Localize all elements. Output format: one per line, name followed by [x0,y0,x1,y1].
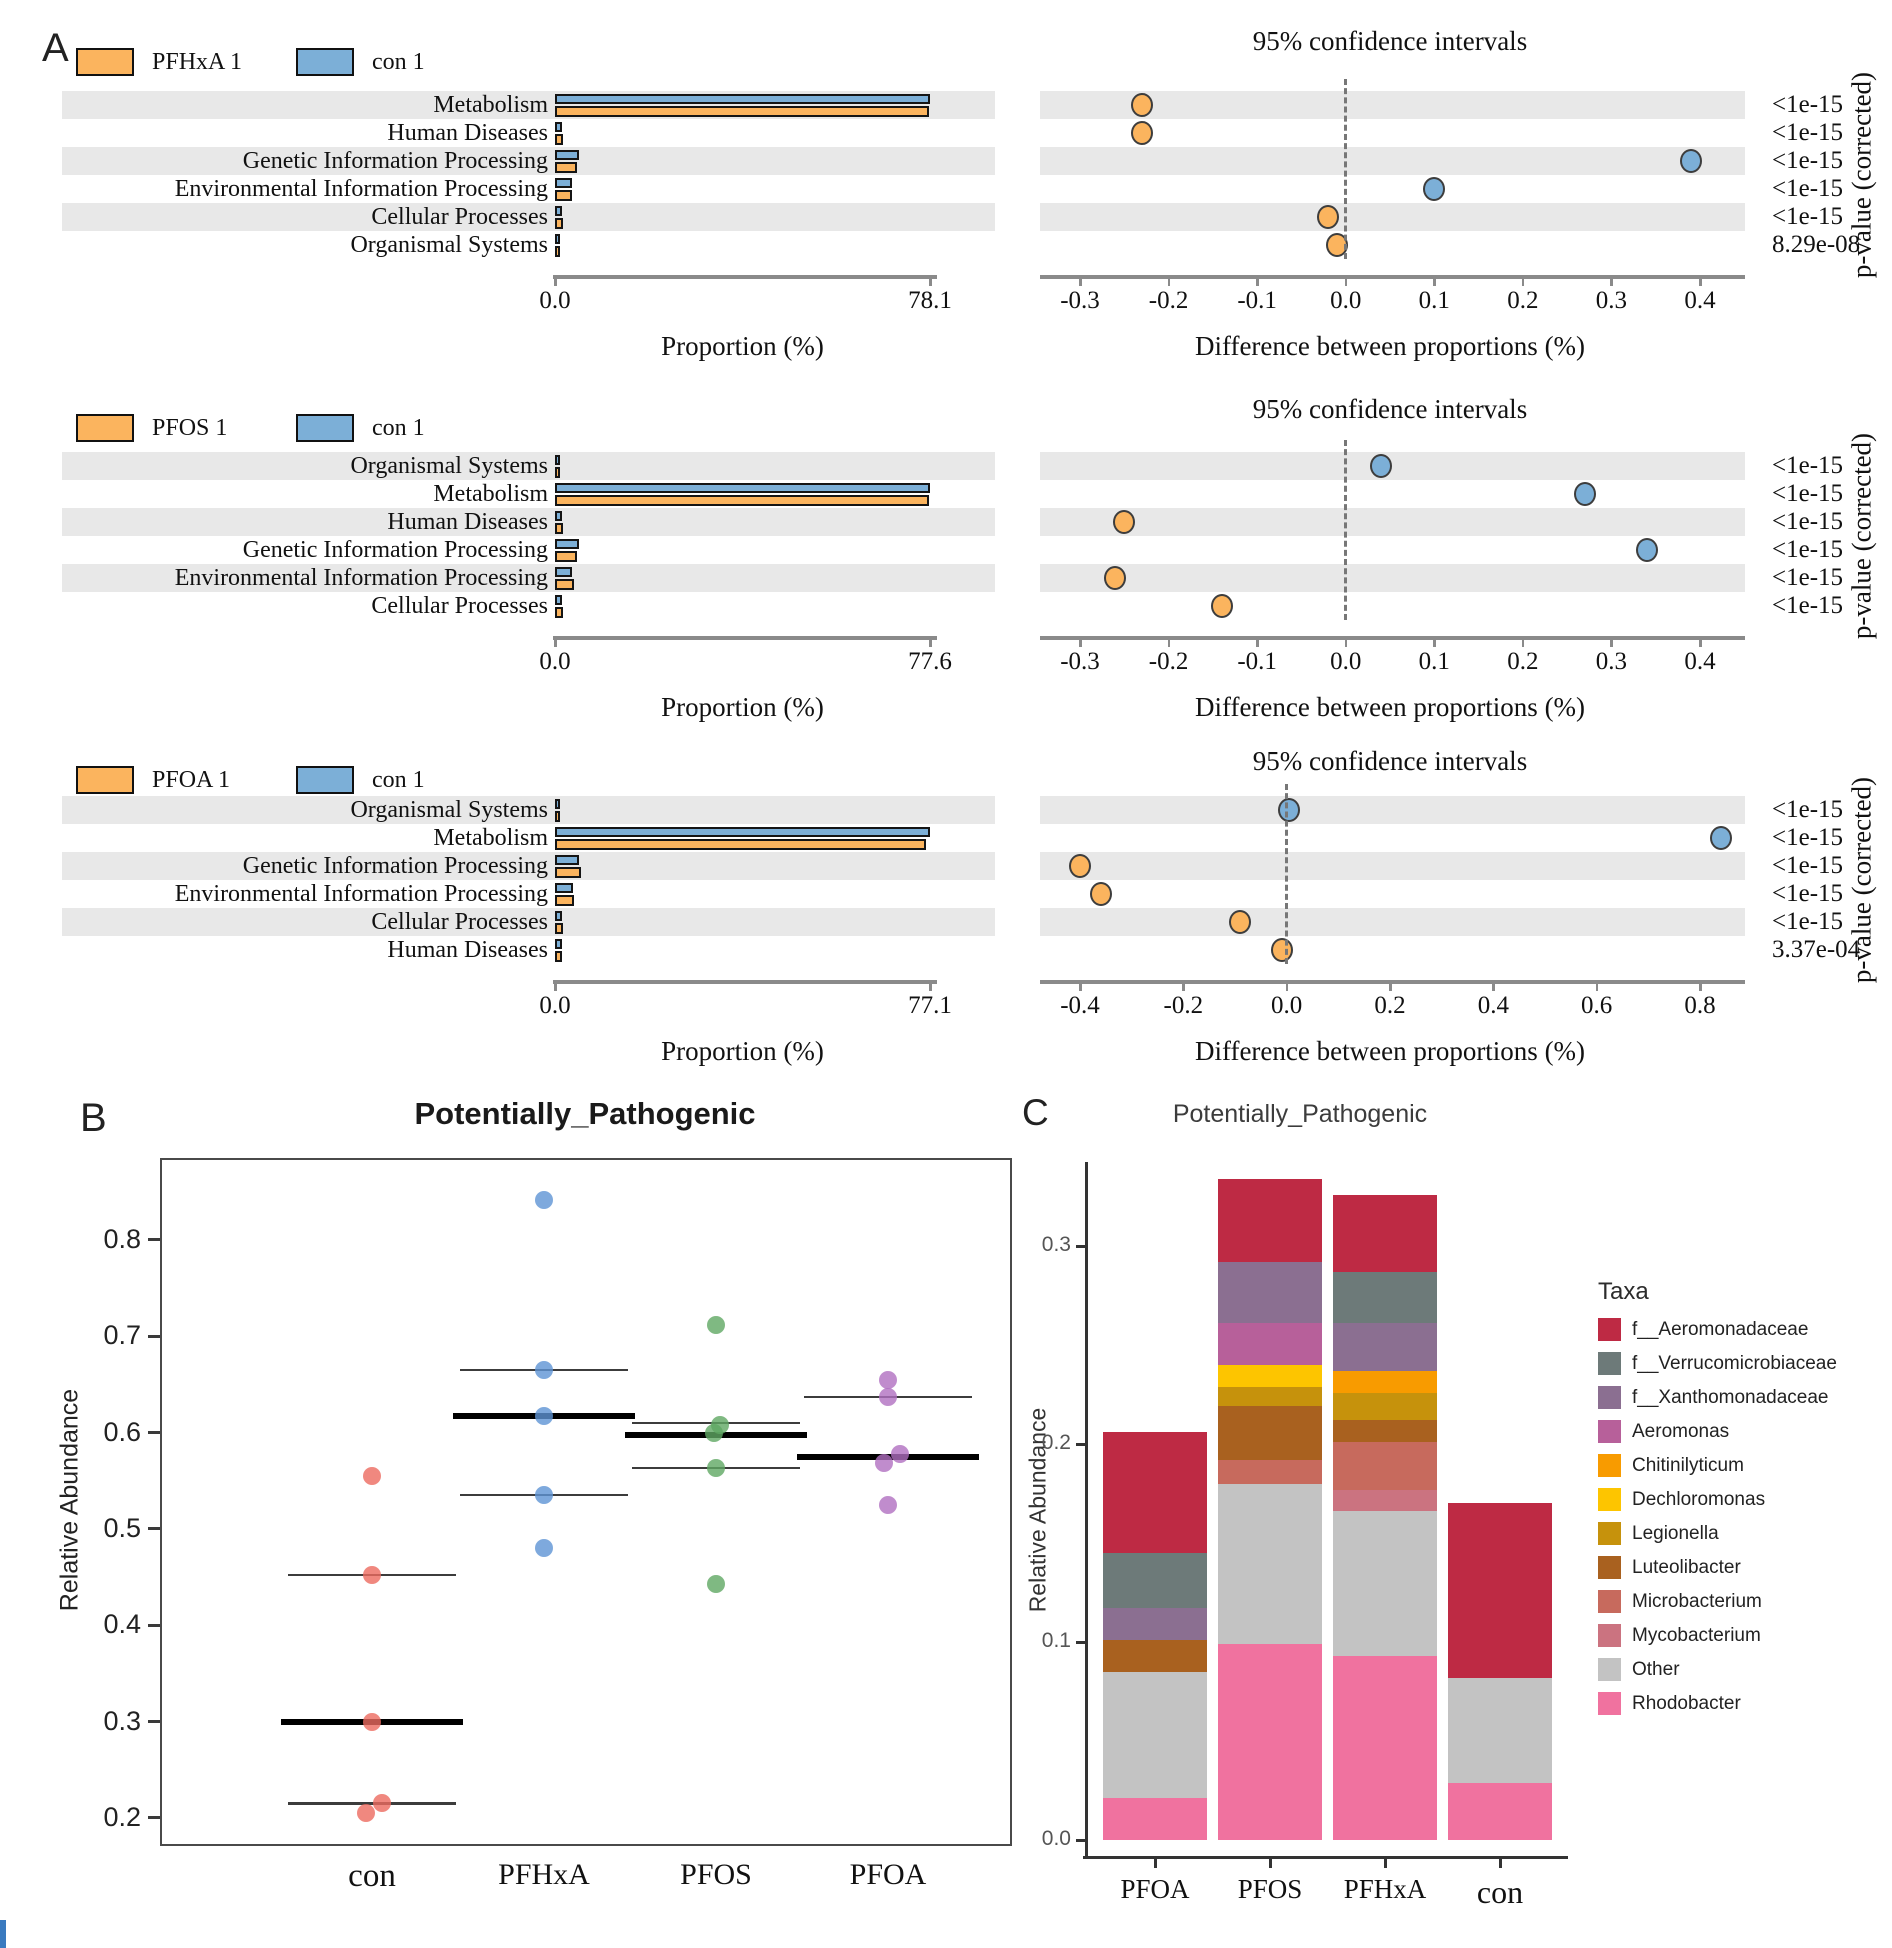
diff-tick-label: 0.1 [1418,648,1450,675]
p-value-label: 8.29e-08 [1772,231,1861,258]
proportion-axis-tick [929,639,932,647]
proportion-bar-treatment [555,579,574,590]
scatter-point [707,1316,725,1334]
legend-label-control: con 1 [372,49,425,75]
category-label: Metabolism [433,481,548,507]
proportion-tick-label: 77.1 [908,992,952,1019]
proportion-axis-title: Proportion (%) [661,692,824,722]
category-label: Metabolism [433,825,548,851]
y-axis-tick [148,1624,160,1627]
scatter-point [707,1575,725,1593]
diff-axis-tick [1433,639,1436,647]
diff-axis-tick [1699,983,1702,991]
p-value-label: <1e-15 [1772,880,1844,907]
taxa-legend-label: Aeromonas [1632,1421,1730,1442]
diff-tick-label: 0.2 [1374,992,1406,1019]
y-axis-tick [1076,1245,1085,1248]
proportion-bar-control [555,234,560,245]
stack-segment-Other [1333,1511,1437,1656]
diff-axis-title: Difference between proportions (%) [1194,1036,1586,1066]
category-label: Cellular Processes [371,204,548,230]
proportion-bar-treatment [555,218,563,229]
scatter-point [879,1388,897,1406]
diff-axis-tick [1389,983,1392,991]
taxa-legend-label: Luteolibacter [1632,1557,1741,1578]
zero-dashed-line [1344,79,1347,259]
legend-label-treatment: PFHxA 1 [152,49,243,75]
diff-axis-tick [1433,278,1436,286]
proportion-bar-control [555,178,572,189]
proportion-bar-treatment [555,106,929,117]
y-tick-label: 0.8 [103,1223,141,1254]
scatter-point [705,1424,723,1442]
proportion-bar-treatment [555,246,560,257]
diff-tick-label: -0.1 [1237,287,1277,314]
stack-segment-Luteolibacter [1333,1420,1437,1442]
taxa-legend-swatch-f__Verrucomicrobiaceae [1598,1352,1621,1375]
taxa-legend-swatch-Legionella [1598,1522,1621,1545]
diff-tick-label: 0.0 [1271,992,1303,1019]
p-value-label: <1e-15 [1772,119,1844,146]
taxa-legend-swatch-Luteolibacter [1598,1556,1621,1579]
proportion-bar-control [555,122,562,133]
proportion-bar-control [555,855,579,866]
proportion-axis-tick [929,278,932,286]
diff-ci-dot [1370,454,1392,478]
legend-swatch-control [296,414,354,442]
proportion-bar-treatment [555,467,560,478]
diff-axis-tick [1168,278,1171,286]
taxa-legend-label: f__Xanthomonadaceae [1632,1387,1829,1408]
diff-tick-label: 0.2 [1507,287,1539,314]
proportion-axis-line [553,275,937,279]
taxa-legend-swatch-Rhodobacter [1598,1692,1621,1715]
taxa-legend-swatch-Microbacterium [1598,1590,1621,1613]
proportion-tick-label: 0.0 [539,648,571,675]
diff-axis-tick [1610,639,1613,647]
p-value-label: <1e-15 [1772,908,1844,935]
legend-swatch-treatment [76,414,134,442]
proportion-bar-control [555,206,562,217]
diff-axis-line [1040,980,1745,984]
p-value-label: <1e-15 [1772,536,1844,563]
panel-b-label: B [80,1096,107,1140]
diff-tick-label: -0.2 [1163,992,1204,1019]
row-stripe [1040,508,1745,536]
stack-segment-Dechloromonas [1218,1365,1322,1387]
p-value-label: <1e-15 [1772,564,1844,591]
diff-ci-dot [1090,882,1112,906]
proportion-bar-treatment [555,551,577,562]
proportion-bar-control [555,827,930,838]
category-label: Environmental Information Processing [174,881,548,907]
legend-label-control: con 1 [372,767,425,793]
diff-ci-dot [1229,910,1251,934]
row-stripe [1040,852,1745,880]
p-value-label: <1e-15 [1772,91,1844,118]
x-category-label: con [348,1858,396,1894]
diff-tick-label: 0.4 [1477,992,1509,1019]
stack-segment-f__Aeromonadaceae [1333,1195,1437,1272]
stack-segment-Microbacterium [1333,1442,1437,1490]
y-tick-label: 0.1 [1041,1629,1071,1652]
category-label: Cellular Processes [371,593,548,619]
y-tick-label: 0.3 [103,1705,141,1736]
y-axis-tick [1076,1641,1085,1644]
p-value-label: <1e-15 [1772,480,1844,507]
proportion-bar-treatment [555,162,577,173]
proportion-bar-treatment [555,190,572,201]
category-label: Genetic Information Processing [242,853,548,879]
x-category-label: PFOA [849,1858,927,1891]
diff-axis-tick [1079,639,1082,647]
stack-segment-Mycobacterium [1333,1490,1437,1512]
taxa-legend-swatch-f__Aeromonadaceae [1598,1318,1621,1341]
diff-ci-dot [1211,594,1233,618]
panel-a-label: A [42,26,69,70]
diff-tick-label: 0.2 [1507,648,1539,675]
diff-tick-label: 0.6 [1581,992,1613,1019]
category-label: Organismal Systems [350,797,548,823]
row-stripe [1040,452,1745,480]
panel-c-label: C [1022,1092,1049,1133]
scatter-point [363,1713,381,1731]
proportion-bar-treatment [555,495,929,506]
taxa-legend-label: Legionella [1632,1523,1719,1544]
diff-axis-tick [1079,278,1082,286]
p-value-label: 3.37e-04 [1772,936,1861,963]
p-value-label: <1e-15 [1772,175,1844,202]
stack-segment-Rhodobacter [1448,1783,1552,1840]
scatter-point [891,1445,909,1463]
diff-axis-tick [1345,278,1348,286]
y-tick-label: 0.3 [1041,1233,1071,1256]
diff-ci-dot [1131,121,1153,145]
proportion-bar-treatment [555,867,581,878]
diff-axis-tick [1596,983,1599,991]
category-label: Organismal Systems [350,232,548,258]
p-value-label: <1e-15 [1772,452,1844,479]
stack-segment-f__Xanthomonadaceae [1103,1608,1207,1640]
legend-swatch-control [296,766,354,794]
category-label: Cellular Processes [371,909,548,935]
diff-ci-dot [1271,938,1293,962]
proportion-bar-control [555,595,562,606]
diff-tick-label: 0.0 [1330,648,1362,675]
category-label: Organismal Systems [350,453,548,479]
diff-tick-label: -0.1 [1237,648,1277,675]
stack-segment-Other [1218,1484,1322,1644]
proportion-axis-title: Proportion (%) [661,331,824,361]
panel-c [1000,1080,1892,1948]
stack-segment-Chitinilyticum [1333,1371,1437,1393]
panel-b-ylabel: Relative Abundance [55,1388,84,1612]
category-label: Environmental Information Processing [174,565,548,591]
proportion-bar-control [555,939,562,950]
stack-segment-Rhodobacter [1103,1798,1207,1840]
p-value-label: <1e-15 [1772,508,1844,535]
proportion-axis-line [553,980,937,984]
taxa-legend-swatch-Mycobacterium [1598,1624,1621,1647]
diff-ci-dot [1636,538,1658,562]
panel-b-title: Potentially_Pathogenic [414,1096,756,1131]
proportion-bar-control [555,883,573,894]
diff-axis-tick [1522,278,1525,286]
category-label: Human Diseases [387,120,548,146]
x-category-label: PFHxA [1343,1874,1427,1904]
zero-dashed-line [1344,440,1347,620]
proportion-bar-control [555,511,562,522]
diff-axis-line [1040,275,1745,279]
proportion-bar-treatment [555,607,563,618]
x-axis-tick [1499,1859,1502,1868]
proportion-bar-control [555,567,572,578]
diff-ci-dot [1131,93,1153,117]
stack-segment-f__Aeromonadaceae [1103,1432,1207,1553]
proportion-axis-line [553,636,937,640]
legend-label-control: con 1 [372,415,425,441]
proportion-bar-control [555,911,562,922]
diff-tick-label: 0.3 [1595,287,1628,314]
stack-segment-f__Xanthomonadaceae [1218,1262,1322,1323]
diff-tick-label: 0.1 [1418,287,1450,314]
diff-ci-dot [1423,177,1445,201]
proportion-bar-treatment [555,839,926,850]
proportion-bar-control [555,94,930,105]
y-tick-label: 0.4 [103,1609,141,1640]
diff-axis-tick [1699,278,1702,286]
x-axis-tick [1384,1859,1387,1868]
y-axis-tick [148,1335,160,1338]
row-stripe [1040,564,1745,592]
diff-tick-label: 0.8 [1684,992,1716,1019]
panel-b [0,1080,1060,1948]
category-label: Genetic Information Processing [242,537,548,563]
scatter-point [357,1804,375,1822]
stack-segment-Microbacterium [1218,1460,1322,1484]
y-axis-tick [148,1527,160,1530]
diff-axis-tick [1492,983,1495,991]
proportion-axis-tick [929,983,932,991]
stack-segment-Legionella [1218,1387,1322,1407]
diff-ci-dot [1069,854,1091,878]
proportion-bar-control [555,799,560,810]
y-tick-label: 0.2 [103,1801,141,1832]
row-stripe [1040,796,1745,824]
diff-axis-tick [1522,639,1525,647]
diff-axis-tick [1610,278,1613,286]
legend-label-treatment: PFOS 1 [152,415,228,441]
diff-tick-label: -0.3 [1060,287,1100,314]
p-value-label: <1e-15 [1772,796,1844,823]
taxa-legend-swatch-Chitinilyticum [1598,1454,1621,1477]
stack-segment-Aeromonas [1218,1323,1322,1365]
stack-segment-f__Verrucomicrobiaceae [1103,1553,1207,1608]
diff-axis-title: Difference between proportions (%) [1194,331,1586,361]
category-label: Human Diseases [387,937,548,963]
pvalue-axis-title: p-value (corrected) [1846,432,1877,640]
y-tick-label: 0.7 [103,1320,141,1351]
y-tick-label: 0.0 [1041,1827,1071,1850]
proportion-tick-label: 0.0 [539,992,571,1019]
proportion-bar-control [555,483,930,494]
taxa-legend-swatch-Dechloromonas [1598,1488,1621,1511]
taxa-legend-swatch-Aeromonas [1598,1420,1621,1443]
y-axis-tick [148,1720,160,1723]
diff-axis-tick [1168,639,1171,647]
proportion-bar-treatment [555,811,560,822]
proportion-tick-label: 78.1 [908,287,952,314]
diff-axis-tick [1345,639,1348,647]
diff-ci-dot [1317,205,1339,229]
category-label: Genetic Information Processing [242,148,548,174]
proportion-bar-treatment [555,951,562,962]
x-category-label: PFHxA [498,1858,590,1891]
category-label: Metabolism [433,92,548,118]
pvalue-axis-title: p-value (corrected) [1846,776,1877,984]
taxa-legend-label: Chitinilyticum [1632,1455,1744,1476]
proportion-axis-tick [554,639,557,647]
x-axis-tick [1269,1859,1272,1868]
taxa-legend-label: Mycobacterium [1632,1625,1761,1646]
row-stripe [1040,203,1745,231]
taxa-legend-swatch-Other [1598,1658,1621,1681]
taxa-legend-label: Microbacterium [1632,1591,1762,1612]
diff-tick-label: -0.2 [1148,648,1189,675]
diff-tick-label: -0.2 [1148,287,1189,314]
stack-segment-Rhodobacter [1333,1656,1437,1840]
stack-segment-Luteolibacter [1218,1406,1322,1459]
scatter-point [879,1496,897,1514]
diff-axis-tick [1079,983,1082,991]
p-value-label: <1e-15 [1772,852,1844,879]
row-stripe [1040,147,1745,175]
p-value-label: <1e-15 [1772,147,1844,174]
proportion-bar-control [555,150,579,161]
stack-segment-f__Verrucomicrobiaceae [1333,1272,1437,1323]
stack-segment-Legionella [1333,1393,1437,1421]
taxa-legend-title: Taxa [1598,1278,1649,1305]
taxa-legend-label: Dechloromonas [1632,1489,1766,1510]
proportion-axis-tick [554,983,557,991]
proportion-bar-treatment [555,895,574,906]
proportion-tick-label: 77.6 [908,648,952,675]
x-axis-tick [1154,1859,1157,1868]
diff-axis-tick [1182,983,1185,991]
stack-segment-Rhodobacter [1218,1644,1322,1840]
pvalue-axis-title: p-value (corrected) [1846,71,1877,279]
y-axis-tick [148,1238,160,1241]
scatter-point [879,1371,897,1389]
stack-segment-f__Aeromonadaceae [1218,1179,1322,1262]
x-category-label: PFOS [1237,1874,1303,1904]
proportion-bar-treatment [555,923,563,934]
diff-tick-label: 0.4 [1684,287,1716,314]
taxa-legend-label: f__Aeromonadaceae [1632,1319,1809,1340]
y-axis-tick [148,1816,160,1819]
stack-segment-f__Xanthomonadaceae [1333,1323,1437,1371]
y-tick-label: 0.6 [103,1416,141,1447]
diff-ci-dot [1680,149,1702,173]
proportion-bar-control [555,539,579,550]
legend-label-treatment: PFOA 1 [152,767,231,793]
diff-axis-tick [1256,639,1259,647]
diff-tick-label: -0.4 [1060,992,1100,1019]
ci-title: 95% confidence intervals [1252,26,1528,56]
category-label: Environmental Information Processing [174,176,548,202]
stack-segment-Other [1103,1672,1207,1799]
p-value-label: <1e-15 [1772,203,1844,230]
p-value-label: <1e-15 [1772,592,1844,619]
diff-tick-label: -0.3 [1060,648,1100,675]
proportion-bar-control [555,455,560,466]
x-category-label: PFOA [1120,1874,1190,1904]
x-category-label: con [1476,1874,1524,1910]
diff-tick-label: 0.3 [1595,648,1628,675]
proportion-axis-title: Proportion (%) [661,1036,824,1066]
ci-title: 95% confidence intervals [1252,746,1528,776]
scatter-point [535,1361,553,1379]
panel-c-title: Potentially_Pathogenic [1172,1100,1428,1128]
diff-axis-tick [1286,983,1289,991]
stack-segment-Luteolibacter [1103,1640,1207,1672]
diff-axis-line [1040,636,1745,640]
stack-segment-f__Aeromonadaceae [1448,1503,1552,1677]
taxa-legend-label: f__Verrucomicrobiaceae [1632,1353,1837,1374]
diff-axis-tick [1699,639,1702,647]
proportion-tick-label: 0.0 [539,287,571,314]
taxa-legend-label: Other [1632,1659,1680,1680]
page-edge-artifact [0,1920,6,1948]
diff-tick-label: 0.0 [1330,287,1362,314]
diff-axis-title: Difference between proportions (%) [1194,692,1586,722]
taxa-legend-label: Rhodobacter [1632,1693,1741,1714]
scatter-point [363,1467,381,1485]
panel-c-ylabel: Relative Abundance [1024,1407,1051,1613]
proportion-axis-tick [554,278,557,286]
ci-title: 95% confidence intervals [1252,394,1528,424]
diff-ci-dot [1574,482,1596,506]
legend-swatch-control [296,48,354,76]
row-stripe [1040,908,1745,936]
zero-dashed-line [1285,784,1288,964]
y-tick-label: 0.5 [103,1512,141,1543]
proportion-bar-treatment [555,523,563,534]
x-category-label: PFOS [680,1858,752,1891]
legend-swatch-treatment [76,48,134,76]
taxa-legend-swatch-f__Xanthomonadaceae [1598,1386,1621,1409]
stack-segment-Other [1448,1678,1552,1783]
diff-ci-dot [1710,826,1732,850]
proportion-bar-treatment [555,134,563,145]
y-axis-tick [148,1431,160,1434]
legend-swatch-treatment [76,766,134,794]
p-value-label: <1e-15 [1772,824,1844,851]
y-axis-tick [1076,1839,1085,1842]
diff-axis-tick [1256,278,1259,286]
y-tick-label: 0.2 [1041,1431,1071,1454]
y-axis-tick [1076,1443,1085,1446]
diff-tick-label: 0.4 [1684,648,1716,675]
y-axis-line [1085,1162,1088,1858]
category-label: Human Diseases [387,509,548,535]
quartile-line [288,1802,456,1805]
